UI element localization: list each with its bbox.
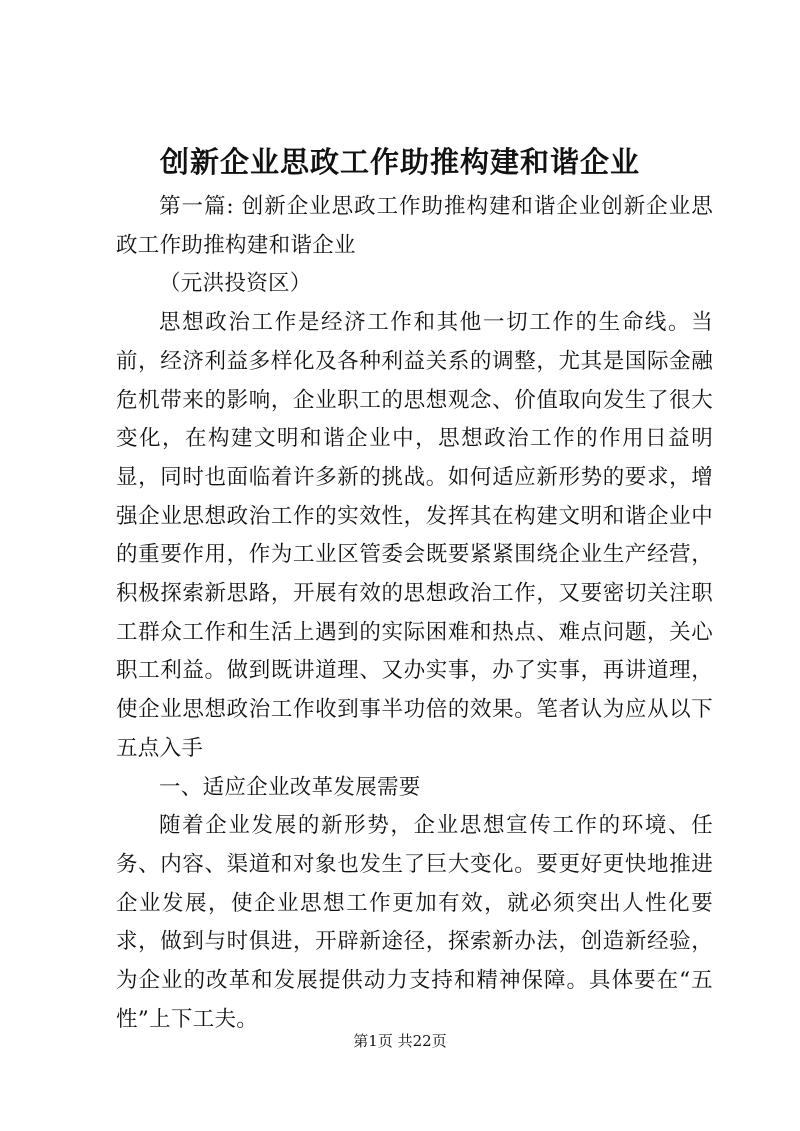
document-body (116, 188, 713, 1039)
paragraph-section-one: 随着企业发展的新形势，企业思想宣传工作的环境、任务、内容、渠道和对象也发生了巨大变化。要更好更快地推进企业发展，使企业思想工作更加有效，就必须突出人性化要求，做到与时俱进，开辟新途径，探索新办法，创造新经验，为企业的改革和发展提供动力支持和精神保障。具体要在“五性”上下工夫。 (116, 813, 713, 1032)
page-footer: 第1页 共22页 (353, 1032, 447, 1050)
paragraph-main: 思想政治工作是经济工作和其他一切工作的生命线。当前，经济利益多样化及各种利益关系的调整，尤其是国际金融危机带来的影响，企业职工的思想观念、价值取向发生了很大变化，在构建文明和谐企业中，思想政治工作的作用日益明显，同时也面临着许多新的挑战。如何适应新形势的要求，增强企业思想政治工作的实效性，发挥其在构建文明和谐企业中的重要作用，作为工业区管委会既要紧紧围绕企业生产经营，积极探索新思路，开展有效的思想政治工作，又要密切关注职工群众工作和生活上遇到的实际困难和热点、难点问题，关心职工利益。做到既讲道理、又办实事，办了实事，再讲道理，使企业思想政治工作收到事半功倍的效果。笔者认为应从以下五点入手 (116, 310, 713, 761)
section-heading: 一、适应企业改革发展需要 (159, 774, 421, 800)
document-title: 创新企业思政工作助推构建和谐企业 (159, 145, 640, 179)
paragraph-source: （元洪投资区） (159, 271, 312, 297)
paragraph-intro: 第一篇: 创新企业思政工作助推构建和谐企业创新企业思政工作助推构建和谐企业 (116, 194, 713, 258)
